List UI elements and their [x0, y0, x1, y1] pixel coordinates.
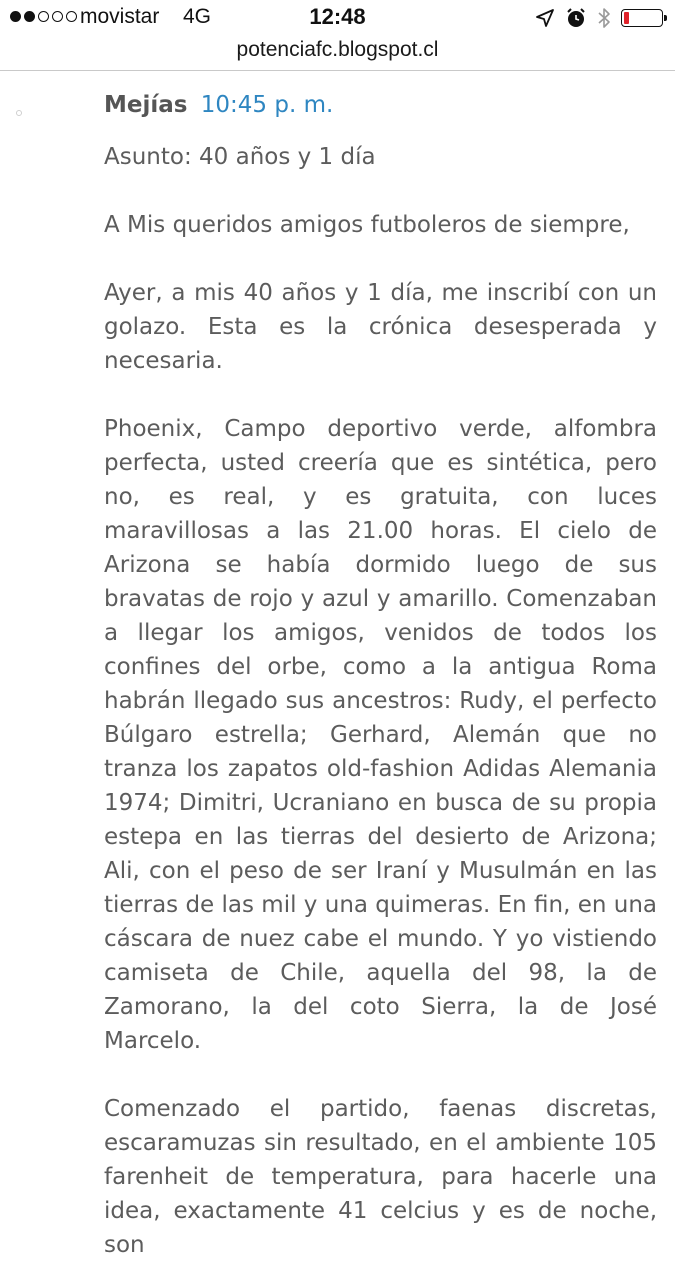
post-paragraph: Phoenix, Campo deportivo verde, alfombra perfecta, usted creería que es sintética, pero no, es real, y es gratuita, con luces maravillosas a las 21.00 horas. El cielo de Arizona se había dormido luego de sus bravatas de rojo y azul y amarillo. Comenzaban a llegar los amigos, venidos de todos los confines del orbe, como a la antigua Roma habrán llegado sus ancestros: Rudy, el perfecto Búlgaro estrella; Gerhard, Alemán que no tranza los zapatos old-fashion Adidas Alemania 1974; Dimitri, Ucraniano en busca de su propia estepa en las tierras del desierto de Arizona; Ali, con el peso de ser Iraní y Musulmán en las tierras de las mil y una quimeras. En fin, en una cáscara de nuez cabe el mundo. Y yo vistiendo camiseta de Chile, aquella del 98, la de Zamorano, la del coto Sierra, la de José Marcelo.: [104, 416, 657, 1054]
post-header: [104, 88, 657, 128]
location-arrow-icon: [535, 8, 555, 28]
alarm-clock-icon: [565, 7, 587, 29]
blog-post: [104, 88, 657, 1262]
post-author: Mejías: [104, 92, 188, 118]
post-greeting: A Mis queridos amigos futboleros de siempre,: [104, 212, 630, 238]
url-text: potenciafc.blogspot.cl: [236, 38, 439, 61]
clock: 12:48: [309, 4, 366, 29]
post-paragraph: Ayer, a mis 40 años y 1 día, me inscribí con un golazo. Esta es la crónica desesperada y necesaria.: [104, 280, 657, 374]
bullet-marker: [16, 110, 22, 116]
divider: [0, 70, 675, 71]
url-bar[interactable]: [0, 36, 675, 70]
battery-level-fill: [624, 12, 629, 24]
status-icons: [535, 6, 663, 30]
post-paragraph: Comenzado el partido, faenas discretas, escaramuzas sin resultado, en el ambiente 105 farenheit de temperatura, para hacerle una idea, exactamente 41 celcius y es de noche, son: [104, 1096, 657, 1258]
battery-icon: [621, 9, 663, 27]
bluetooth-icon: [597, 6, 611, 30]
carrier-name: movistar: [80, 5, 160, 28]
post-subject: Asunto: 40 años y 1 día: [104, 144, 376, 170]
network-type: 4G: [183, 5, 212, 28]
status-bar: [0, 0, 675, 36]
post-time[interactable]: 10:45 p. m.: [200, 92, 334, 118]
